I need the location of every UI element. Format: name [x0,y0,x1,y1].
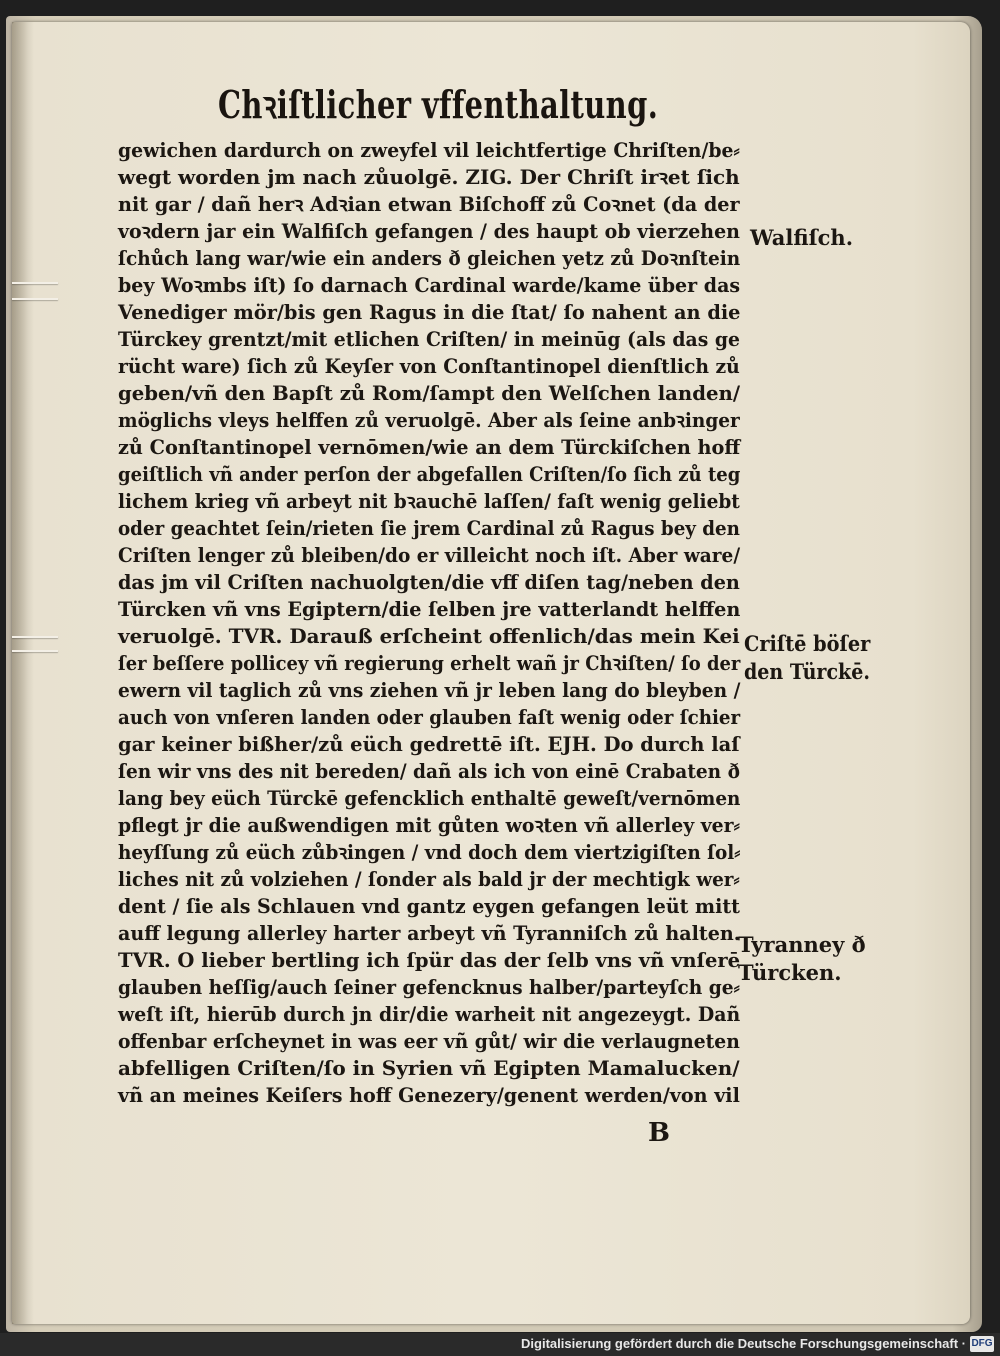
text-line: offenbar erſcheynet in was eer vñ gůt/ wir die verlaugneten [118,1029,740,1053]
text-line: das jm vil Criſten nachuolgten/die vff diſen tag/neben den [118,570,740,594]
text-line: nit gar / dañ herꝛ Adꝛian etwan Biſchoff zů Coꝛnet (da der [118,192,740,216]
text-line: auch von vnſeren landen oder glauben faſt wenig oder ſchier [118,705,741,729]
binding-gutter [12,22,34,1324]
text-line: wegt worden jm nach zůuolgē. ZIG. Der Chriſt irꝛet ſich [118,165,740,189]
text-line: vñ an meines Keiſers hoff Genezery/genent werden/von vil [118,1083,740,1107]
signature-mark: B [648,1118,670,1148]
text-line: veruolgē. TVR. Darauß erſcheint offenlich/das mein Kei [118,624,740,648]
margin-note: Tyranney ð [738,932,866,957]
digitization-credit: Digitalisierung gefördert durch die Deutsche Forschungsgemeinschaft · [521,1336,966,1351]
text-line: Türckey grentzt/mit etlichen Criſten/ in meinūg (als das ge [118,327,740,351]
text-line: rücht ware) ſich zů Keyſer von Conſtantinopel dienſtlich zů [118,354,740,378]
text-line: ſen wir vns des nit bereden/ dañ als ich von einē Crabaten ð [118,759,740,783]
margin-note: Criſtē böſer [744,631,871,656]
dfg-logo: DFG [970,1336,994,1352]
text-line: weſt iſt, hierūb durch jn dir/die warheit nit angezeygt. Dañ [118,1002,741,1026]
text-line: voꝛdern jar ein Walfiſch gefangen / des haupt ob vierzehen [118,219,740,243]
margin-note: den Türckē. [744,659,870,684]
text-line: möglichs vleys helffen zů veruolgē. Aber als ſeine anbꝛinger [118,408,740,432]
text-line: dent / ſie als Schlauen vnd gantz eygen gefangen leüt mitt [118,894,740,918]
text-line: Criſten lenger zů bleiben/do er villeicht noch iſt. Aber ware/ [118,543,741,567]
text-line: gewichen dardurch on zweyfel vil leichtfertige Chriſten/be⸗ [118,138,740,162]
text-line: gar keiner bißher/zů eüch gedrettē iſt. EJH. Do durch laſ [118,732,740,756]
text-line: pflegt jr die außwendigen mit gůten woꝛten vñ allerley ver⸗ [118,813,740,837]
text-line: glauben heſſig/auch ſeiner gefencknus halber/parteyſch ge⸗ [118,975,740,999]
text-line: ſchůch lang war/wie ein anders ð gleichen yetz zů Doꝛnſtein [118,246,741,270]
text-line: Venediger mör/bis gen Ragus in die ſtat/ ſo nahent an die [118,300,741,324]
text-line: geben/vñ den Bapſt zů Rom/ſampt den Welſchen landen/ [118,381,741,405]
running-head: Chꝛiſtlicher vffenthaltung. [218,82,659,127]
text-line: geiſtlich vñ ander perſon der abgefallen Criſten/ſo ſich zů teg [118,462,741,486]
text-line: TVR. O lieber bertling ich ſpür das der ſelb vns vñ vnſerē [118,948,741,972]
margin-note: Türcken. [738,960,842,985]
binding-thread-top [12,282,58,284]
binding-thread-lower [12,636,58,638]
margin-note: Walfiſch. [750,225,854,250]
text-line: Türcken vñ vns Egiptern/die ſelben jre vatterlandt helffen [118,597,741,621]
binding-thread-bottom [12,650,58,652]
text-line: heyſſung zů eüch zůbꝛingen / vnd doch dem viertzigiſten ſol⸗ [118,840,741,864]
binding-thread-upper [12,298,58,300]
text-line: ewern vil taglich zů vns ziehen vñ jr leben lang do bleyben / [118,678,741,702]
text-line: oder geachtet ſein/rieten ſie jrem Cardinal zů Ragus bey den [118,516,740,540]
text-line: auff legung allerley harter arbeyt vñ Tyranniſch zů halten. [118,921,741,945]
text-line: lang bey eüch Türckē gefencklich enthaltē geweſt/vernōmen [118,786,741,810]
text-line: zů Conſtantinopel vernōmen/wie an dem Türckiſchen hoff [118,435,741,459]
text-line: liches nit zů volziehen / ſonder als bald jr der mechtigk wer⸗ [118,867,740,891]
text-line: abfelligen Criſten/ſo in Syrien vñ Egipten Mamalucken/ [118,1056,740,1080]
text-line: lichem krieg vñ arbeyt nit bꝛauchē laſſen/ faſt wenig geliebt [118,489,740,513]
text-line: bey Woꝛmbs iſt) ſo darnach Cardinal warde/kame über das [118,273,741,297]
footer-bar [0,1333,1000,1356]
text-line: ſer beſſere pollicey vñ regierung erhelt wañ jr Chꝛiſten/ ſo der [118,651,741,675]
